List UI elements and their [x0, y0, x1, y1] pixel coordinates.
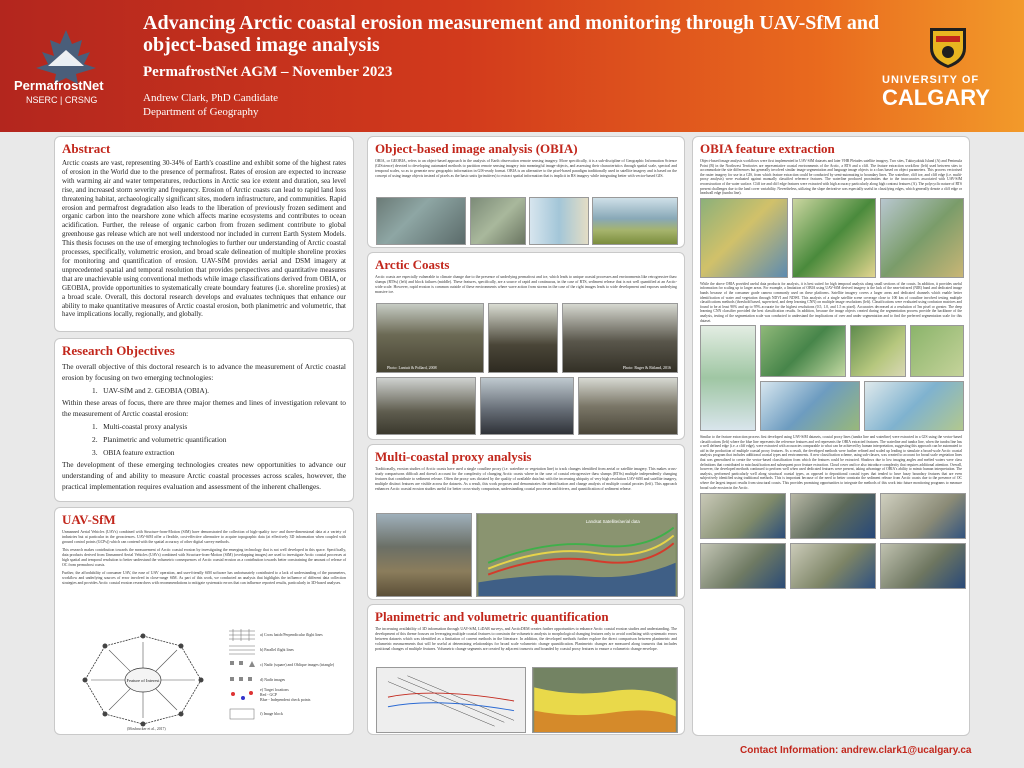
obia-figure-panel — [880, 543, 966, 589]
legend-thumb — [227, 688, 257, 706]
legend-row — [227, 673, 347, 687]
legend-thumb — [227, 628, 257, 642]
obia-figure-panel — [790, 543, 876, 589]
uavsfm-paragraph: Unmanned Aerial Vehicles (UAVs) combined with Structure-from-Motion (SfM) have demonstrated the collection of high-quality two- and three-dimensional data at a variety of industries but at particular in the geosciences. UAV-SfM offer a flexible, cost-effective alternative to acquire topographic data (at effectively 3D information when coupled with ground control points (GCPs)) which can contend with the spatial accuracy of other digital survey methods. — [62, 530, 346, 544]
planimetric-heading: Planimetric and volumetric quantification — [375, 609, 609, 624]
author-department: Department of Geography — [143, 106, 259, 118]
legend-thumb — [227, 673, 257, 687]
obia-feature-panel — [692, 136, 970, 736]
obia-feature-heading: OBIA feature extraction — [700, 141, 835, 156]
obia-figure-panel — [760, 381, 860, 431]
objectives-intro: The overall objective of this doctoral research is to advance the measurement of Arctic coastal erosion by focusing on two emerging technologies: — [62, 362, 346, 383]
abstract-panel — [54, 136, 354, 332]
coast-photo-5 — [480, 377, 574, 435]
uavsfm-paragraph: Further, the affordability of consumer UAV, the ease of UAV operation, and user-friendly SfM software has unfortunately contributed to a lack of understanding of the parameters, workflow and underlying sources of error involved in close-range SfM. As part of this work, we conducted an analysis that highlights the influence of different data collection strategies and provides Arctic coastal erosion researchers with recommendations to mitigate systematic errors that can influence reported results, particularly in 3D-based analyses. — [62, 571, 346, 585]
flight-pattern-legend — [227, 628, 347, 721]
arctic-coasts-body: Arctic coasts are especially vulnerable to climate change due to the presence of underlying permafrost and ice, which leads to unique coastal processes and environments like retrogressive thaw slumps (RTSs) (left) and block failures (middle). These features, specifically, are a source of rapid and continuous, in the case of RTS, sediment release that is not well quantified at an Arctic-wide scale. However, rapid erosion is common outside of these environments where wave action from storms in the case of the right images leads to wide development and exposes underlying massive ice. — [375, 275, 677, 294]
uavsfm-paragraph: This research makes contribution towards the measurement of Arctic coastal erosion by investigating the emerging technology that is not well developed in this space. Specifically, data products derived from Unmanned Aerial Vehicles (UAVs) combined with Structure-from-Motion (SfM) (overlapping images) are used to investigate Arctic coastal processes at high spatial and temporal resolution to better understand the volumetric consequences of Arctic coastal erosion as a contribution towards better constraining the amount of release of OC from permafrost coasts. — [62, 548, 346, 567]
university-name-line1: UNIVERSITY OF — [882, 74, 980, 86]
coast-photo-rts — [376, 303, 484, 373]
university-name-line2: CALGARY — [882, 85, 990, 110]
obia-figure-panel — [700, 198, 788, 278]
obia-feature-figure-b — [700, 325, 962, 433]
legend-row — [227, 628, 347, 642]
contact-information[interactable]: Contact Information: andrew.clark1@ucalgary.ca — [740, 745, 972, 756]
uavsfm-heading: UAV-SfM — [62, 512, 116, 527]
legend-label: Blue - Independent check points — [260, 698, 311, 702]
multi-coastal-heading: Multi-coastal proxy analysis — [375, 449, 532, 464]
legend-label: f) Image block — [260, 711, 283, 716]
obia-feature-figure-c — [700, 493, 962, 589]
legend-label: e) Target locations — [260, 688, 289, 692]
permafrostnet-sub: NSERC | CRSNG — [26, 95, 98, 105]
flight-pattern-diagram — [63, 628, 223, 732]
coast-photo-4 — [376, 377, 476, 435]
obia-figure-panel — [850, 325, 906, 377]
legend-row — [227, 658, 347, 672]
obia-figure-panel — [880, 493, 966, 539]
author-block — [143, 91, 278, 119]
obia-panel — [367, 136, 685, 248]
obia-feature-paragraph: Object-based image analysis workflows were first implemented in UAV-SfM datasets and later VHR Pleiades satellite imagery. Two sites, Tuktoyaktuk Island (A) and Peninsula Point (B) in the Northwest Territories are representative coastal environments of the Arctic, a RTS and a cliff. The feature extraction workflow (left) used between sites to accommodate the site differences but generally involved similar image segmentation and language image objects to a class based on object parameters. This process vectorised the raster imagery for use in a GIS, from which feature extraction could be conducted by semi-automating to boundary lines. The waterline, cliff toe, and cliff edge (i.e. multi-proxy analysis) were evaluated against manually classified reference features. The waterline produced proximities due to the inaccuracies associated with UAV-SfM reconstruction of the water surface. Cliff toe and cliff edge features were extracted with high accuracy particularly along high contrast features (A). The polycyclic nature of RTS present challenges due to the land cover variability. Nevertheless, utilizing the slope derivative was especially useful in classifying edges, which generally denote a cliff edge or headwall edge (tundra line). — [700, 159, 962, 196]
obia-figure-panel — [760, 325, 846, 377]
obia-figure-panel — [792, 198, 876, 278]
legend-label: Red - GCP — [260, 693, 278, 697]
legend-row — [227, 707, 347, 721]
legend-thumb — [227, 658, 257, 672]
obia-body: OBIA, or GEOBIA, refers to an object-based approach in the analysis of Earth observation remote sensing imagery. More specifically, it is a sub-discipline of Geographic Information Science (GIScience) devoted to developing automated methods to partition remote sensing imagery into meaningful image-objects, and assessing their characteristics through spatial scale, spectral and temporal scales, so as to generate new geographic information in GIS-ready format. OBIA is an alternative to the pixel-based paradigm traditionally used in satellite imagery and is based on the concept of using image objects instead of pixels as the basic units (primitives) to extract spatial information that is implicit in RS imagery while integrating better with vector-based GIS. — [375, 159, 677, 178]
coast-photo-6 — [578, 377, 678, 435]
objectives-theme-item: 3. OBIA feature extraction — [92, 447, 175, 457]
poster-title: Advancing Arctic coastal erosion measurement and monitoring through UAV-SfM and object-based image analysis — [143, 12, 880, 56]
legend-label: c) Nadir (square) and Oblique images (triangle) — [260, 662, 335, 667]
abstract-body: Arctic coasts are vast, representing 30-34% of Earth's coastline and exhibit some of the highest rates of erosion in the World due to the presence of permafrost. Rates of erosion are expected to increase with warming air and water temperatures, reductions in Arctic sea ice extent and duration, sea level rise, and increased storm severity and frequency. Erosion of Arctic coasts can lead to rapid land loss threatening habitat, archaeologically significant sites, modern infrastructure, and communities. Rapid erosion and permafrost degradation also leads to the liberation of previously frozen sediment and organic carbon into the nearshore zone which affects marine ecosystems and contributes to ocean acidification. Further, the release of organic carbon from frozen sediment contribute to global greenhouse gas release which are not well understood nor included in current Earth System Models. This thesis focuses on the use of emerging technologies to further our understanding of Arctic coastal processes, specifically, volumetric erosion, and broad scale delineation of multiple shoreline proxies for monitoring and quantification of erosion. UAV-SfM provides aerial and DSM imagery at unprecedented spatial and temporal resolution that provides perspectives and quantitative measures that are unachievable using conventional methods while image classifications derived from OBIA, or GEOBIA, provide opportunities to systematically create boundary features (i.e. shoreline proxies) at a broad scale. Overall, this doctoral research develops and evaluates techniques that enhance our ability to make quantitative measures of Arctic coastal erosion, both planimetric and volumetric, that have implications locally, regionally, and globally. — [62, 159, 346, 319]
obia-figure-panel — [790, 493, 876, 539]
legend-thumb — [227, 643, 257, 657]
legend-label: d) Nadir images — [260, 677, 286, 682]
legend-label: a) Cross hatch/Perpendicular flight lines — [260, 632, 323, 637]
obia-figure-panel — [910, 325, 964, 377]
objectives-outro: The development of these emerging technologies creates new opportunities to advance our understanding of and ability to measure Arctic coastal processes across scales, however, the practical implementation requires evaluation and assessment of the inherent challenges. — [62, 459, 346, 492]
diagram-center-label: Feature of Interest — [126, 678, 160, 683]
poster-header — [0, 0, 1024, 132]
obia-image-4 — [592, 197, 678, 245]
coast-photo-wave-erosion — [562, 303, 678, 373]
obia-feature-paragraph: While the above OBIA provided useful data products for analysis, it is best suited for high temporal analysis along small sections of the coasts. In addition, it provides useful information for scaling up to larger areas. For example, a limitation of OBIA using UAV-SfM derived imagery is the lack of the near-infrared (NIR) band and dedicated image bands because of the consumer grade camera commonly used on these platforms. Satellite imagery covers a larger areas and dedicated channels which enable better identification of water and vegetation through NDVI and NDWI. This analysis of a single satellite scene coverage close to 100 km of coastline involved testing multiple classifications methods (threshold based, supervised, and deep learning CNN) on multiple image resolutions (left). Classifications were evaluated using confusion matrices and found to be at least 90% and up to 95% accurate for the highest resolutions (0.5, 1.0, and 1.5 m pixel). Accuracies decreased at a resolution of 5m pixel or greater. The deep learning CNN classifier provided the best classification results. In addition, because the image objects created during the segmentation process provide the backbone of the analysis, testing of the segmentation scale was conducted to understand the implications of over and under segmentation and to find the preferred segmentation scale for this dataset. — [700, 281, 962, 323]
obia-figure-panel — [700, 325, 756, 431]
obia-figure-panel — [700, 543, 786, 589]
volumetric-change-map — [532, 667, 678, 733]
legend-row — [227, 643, 347, 657]
permafrostnet-name: PermafrostNet — [14, 78, 104, 93]
objectives-theme-item: 2. Planimetric and volumetric quantification — [92, 434, 227, 444]
legend-row — [227, 688, 347, 706]
obia-heading: Object-based image analysis (OBIA) — [375, 141, 578, 156]
obia-image-2 — [470, 197, 526, 245]
planimetric-body: The increasing availability of 3D information through UAV-SfM, LiDAR surveys, and ArcticDEM creates further opportunities to enhance Arctic coastal erosion studies and understanding. The development of this theme focuses on leveraging multiple coastal features to constrain the volumetric analysis to morphological changing features only to avoid conflating with systematic errors between datasets which was identified as a limitation of current methods in the literature. In addition, the developed methods further explore the direct comparison between planimetric and volumetric measurements that will be useful at determining relationships for broad scale volumetric change quantification. Planimetric changes are measured along transects that includes positional changes of multiple features. Volumetric change segments are created by adjacent transects and bounded by coastal proxy features to ensure a volumetric change envelope. — [375, 627, 677, 651]
photo-credit: Photo: Lantuit & Pollard, 2008 — [387, 365, 437, 370]
obia-image-3 — [529, 197, 589, 245]
objectives-heading: Research Objectives — [62, 343, 175, 358]
photo-credit: Photo: Ruger & Ritland, 2016 — [622, 365, 671, 370]
coast-photo-block-failure — [488, 303, 558, 373]
arctic-coasts-heading: Arctic Coasts — [375, 257, 450, 272]
objectives-mid: Within these areas of focus, there are three major themes and lines of investigation relevant to the measurement of Arctic coastal erosion: — [62, 397, 346, 419]
obia-image-1 — [376, 197, 466, 245]
objectives-theme-item: 1. Multi-coastal proxy analysis — [92, 421, 188, 431]
legend-thumb — [227, 707, 257, 721]
obia-figure-panel — [864, 381, 964, 431]
multi-coastal-panel — [367, 444, 685, 600]
author-name: Andrew Clark, PhD Candidate — [143, 92, 279, 104]
poster-subtitle: PermafrostNet AGM – November 2023 — [143, 64, 393, 80]
abstract-heading: Abstract — [62, 141, 111, 156]
planimetric-panel — [367, 604, 685, 735]
objectives-panel — [54, 338, 354, 502]
uavsfm-panel — [54, 507, 354, 735]
legend-target-labels — [260, 688, 310, 703]
map-label: Landsat Satellite/aerial data — [585, 518, 640, 524]
transect-diagram — [376, 667, 526, 733]
obia-figure-panel — [880, 198, 964, 278]
multi-coastal-body: Traditionally, erosion studies of Arctic coasts have used a single coastline proxy (i.e. waterline or vegetation line) to track changes identified from aerial or satellite imagery. This makes cross-study comparisons difficult and doesn't account for the complexity of changing Arctic coasts where in the case of coastal retrogressive thaw slumps (RTSs) multiple independently changing features that contribute to sediment release. Often the proxy was dictated by the quality of available data but with the increasing ubiquity of very high resolution UAV-SfM and satellite imagery, multiple distinct features are visible across the datasets. As a result, this work proposes and demonstrates the identification and change analysis of multiple coastal proxies (left). This approach enhances Arctic coastal erosion studies useful for better cross-study comparison, understanding coastal processes and drivers, and quantification of sediment release. — [375, 467, 677, 491]
multi-coastal-oblique-photo — [376, 513, 472, 597]
university-crest-icon — [928, 26, 968, 70]
obia-figure-panel — [700, 493, 786, 539]
obia-feature-paragraph: Similar to the feature extraction process first developed using UAV-SfM datasets, coastal proxy lines (tundra line and waterline) were extracted in a GIS using the vector-based classifications (left) where the blue line represents the reference features and red represents the OBIA extracted features. The waterline and tundra line, when the tundra line has a well defined edge (i.e. a cliff edge), were extracted with accuracies comparable to what can be achieved by human interpretation, suggesting this approach can be automated to aid in the production of multiple coastal proxy features. As a result, the developed methods were further refined and scaled up leading to simulate a broad-scale Arctic coastal analysis program that includes additional coastal types and environments. A new classification scheme, using sub-classes, was created to account for broad scale vegetation lines that was generalized to create the vector-based classification from which the features could be extracted. Shadows due to low imaging angles and melted waters were class definitions that contributed to misclassification and subsequent poor feature extraction. Cloud cover and ice also introduce complexity that requires additional attention. Overall, however, the developed methods continued to perform well when used dedicated features were present, taking advantage of OBIA's ability to mimic human interpretation. The analysis, performed particularly well along structural coastal types, as opposed to depositional coastal types that tended to have fuzzy boundary features that are even subjectively identified using traditional methods. This is important because of the need to better constrain the sediment release from Arctic coasts due to the presence of OC where the largest impact results from structural coasts. This provides promising opportunities to integrate the methods of this work into future monitoring programs to measure broad scale erosion in the Arctic. — [700, 435, 962, 490]
diagram-citation: (Mosbrucker et al., 2017) — [127, 727, 166, 731]
arctic-coasts-panel — [367, 252, 685, 440]
multi-coastal-proxy-map — [476, 513, 678, 597]
objectives-tech-item: 1. UAV-SfM and 2. GEOBIA (OBIA). — [92, 385, 210, 395]
legend-label: b) Parallel flight lines — [260, 647, 294, 652]
obia-feature-figure-a — [700, 198, 962, 280]
